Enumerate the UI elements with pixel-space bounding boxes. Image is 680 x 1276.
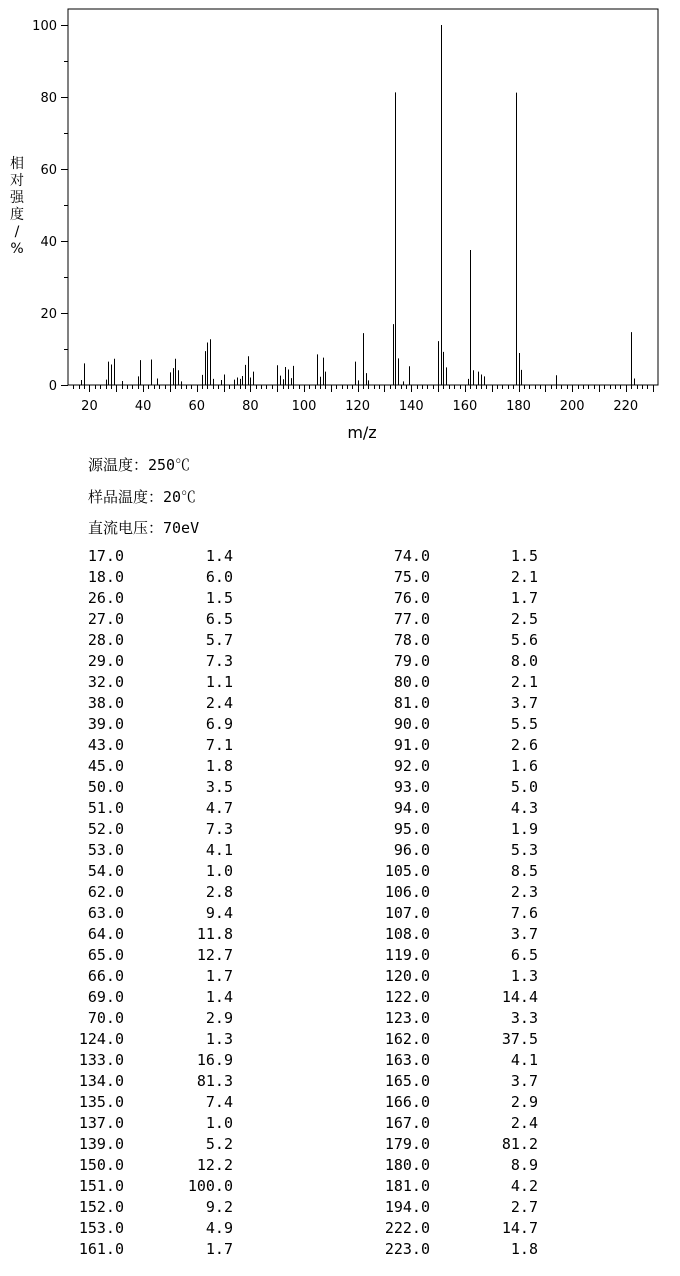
mz-value: 80.0 (393, 673, 430, 691)
intensity-value: 9.4 (205, 904, 233, 922)
mz-value: 45.0 (87, 757, 124, 775)
mz-value: 66.0 (87, 967, 124, 985)
table-row (0, 568, 680, 589)
mz-value: 79.0 (393, 652, 430, 670)
intensity-value: 5.3 (510, 841, 538, 859)
mz-value: 78.0 (393, 631, 430, 649)
sample-temperature: 样品温度：20℃ (88, 488, 197, 506)
mz-value: 63.0 (87, 904, 124, 922)
x-tick-label: 20 (81, 399, 98, 414)
table-row (0, 820, 680, 841)
mz-value: 151.0 (78, 1177, 124, 1195)
intensity-value: 12.2 (196, 1156, 233, 1174)
mz-value: 32.0 (87, 673, 124, 691)
intensity-value: 1.0 (205, 1114, 233, 1132)
y-axis-label-char: 强 (10, 190, 24, 206)
y-axis-label-char: % (10, 241, 24, 257)
mz-value: 179.0 (384, 1135, 430, 1153)
intensity-value: 14.4 (501, 988, 538, 1006)
intensity-value: 14.7 (501, 1219, 538, 1237)
mz-value: 27.0 (87, 610, 124, 628)
table-row (0, 778, 680, 799)
intensity-value: 1.8 (205, 757, 233, 775)
y-tick-label: 40 (40, 235, 57, 250)
intensity-value: 4.3 (510, 799, 538, 817)
mz-value: 75.0 (393, 568, 430, 586)
table-row (0, 652, 680, 673)
mz-value: 53.0 (87, 841, 124, 859)
intensity-value: 1.7 (510, 589, 538, 607)
table-row (0, 1156, 680, 1177)
mz-value: 167.0 (384, 1114, 430, 1132)
intensity-value: 81.2 (501, 1135, 538, 1153)
x-tick-label: 220 (613, 399, 639, 414)
intensity-value: 8.9 (510, 1156, 538, 1174)
x-tick-label: 60 (188, 399, 206, 414)
intensity-value: 3.5 (205, 778, 233, 796)
table-row (0, 1198, 680, 1219)
y-axis-label-char: / (14, 224, 20, 240)
x-tick-label: 40 (134, 399, 152, 414)
intensity-value: 2.1 (510, 568, 538, 586)
intensity-value: 11.8 (196, 925, 233, 943)
table-row (0, 799, 680, 820)
mz-value: 95.0 (393, 820, 430, 838)
mz-value: 134.0 (78, 1072, 124, 1090)
mz-value: 181.0 (384, 1177, 430, 1195)
mz-value: 166.0 (384, 1093, 430, 1111)
intensity-value: 4.1 (205, 841, 233, 859)
mz-value: 17.0 (87, 547, 124, 565)
table-row (0, 1240, 680, 1261)
y-tick-label: 80 (40, 91, 57, 106)
y-axis-label-char: 度 (10, 207, 24, 223)
intensity-value: 100.0 (187, 1177, 233, 1195)
x-tick-label: 80 (242, 399, 259, 414)
mz-value: 139.0 (78, 1135, 124, 1153)
table-row (0, 589, 680, 610)
table-row (0, 1009, 680, 1030)
intensity-value: 4.9 (205, 1219, 233, 1237)
mz-value: 133.0 (78, 1051, 124, 1069)
mz-value: 162.0 (384, 1030, 430, 1048)
intensity-value: 3.7 (510, 925, 538, 943)
mz-value: 135.0 (78, 1093, 124, 1111)
table-row (0, 757, 680, 778)
intensity-value: 1.7 (205, 1240, 233, 1258)
intensity-value: 1.0 (205, 862, 233, 880)
mz-value: 180.0 (384, 1156, 430, 1174)
mz-value: 76.0 (393, 589, 430, 607)
mz-value: 150.0 (78, 1156, 124, 1174)
x-tick-label: 200 (559, 399, 585, 414)
mz-value: 92.0 (393, 757, 430, 775)
intensity-value: 2.1 (510, 673, 538, 691)
mz-value: 222.0 (384, 1219, 430, 1237)
table-row (0, 988, 680, 1009)
mz-value: 96.0 (393, 841, 430, 859)
mz-value: 106.0 (384, 883, 430, 901)
y-axis-ticks (32, 19, 68, 394)
intensity-value: 5.0 (510, 778, 538, 796)
mz-value: 108.0 (384, 925, 430, 943)
table-row (0, 967, 680, 988)
mz-value: 18.0 (87, 568, 124, 586)
intensity-value: 3.7 (510, 694, 538, 712)
y-tick-label: 20 (40, 307, 57, 322)
mz-value: 120.0 (384, 967, 430, 985)
mz-value: 39.0 (87, 715, 124, 733)
intensity-value: 2.8 (205, 883, 233, 901)
x-axis-label: m/z (347, 423, 377, 442)
x-tick-label: 140 (398, 399, 424, 414)
mz-value: 26.0 (87, 589, 124, 607)
intensity-value: 1.5 (510, 547, 538, 565)
intensity-value: 3.7 (510, 1072, 538, 1090)
intensity-value: 81.3 (196, 1072, 233, 1090)
intensity-value: 7.4 (205, 1093, 233, 1111)
table-row (0, 1051, 680, 1072)
intensity-value: 2.7 (510, 1198, 538, 1216)
intensity-value: 6.0 (205, 568, 233, 586)
intensity-value: 4.1 (510, 1051, 538, 1069)
mz-value: 38.0 (87, 694, 124, 712)
mz-value: 90.0 (393, 715, 430, 733)
intensity-value: 7.3 (205, 652, 233, 670)
table-row (0, 862, 680, 883)
intensity-value: 7.1 (205, 736, 233, 754)
mz-value: 70.0 (87, 1009, 124, 1027)
y-tick-label: 0 (48, 379, 57, 394)
table-row (0, 1030, 680, 1051)
intensity-value: 1.9 (510, 820, 538, 838)
mz-value: 77.0 (393, 610, 430, 628)
mz-value: 51.0 (87, 799, 124, 817)
intensity-value: 1.4 (205, 547, 233, 565)
table-row (0, 946, 680, 967)
mz-value: 223.0 (384, 1240, 430, 1258)
table-row (0, 1093, 680, 1114)
mz-value: 124.0 (78, 1030, 124, 1048)
table-row (0, 694, 680, 715)
mz-value: 50.0 (87, 778, 124, 796)
mz-value: 65.0 (87, 946, 124, 964)
mz-value: 165.0 (384, 1072, 430, 1090)
intensity-value: 6.5 (510, 946, 538, 964)
mz-value: 105.0 (384, 862, 430, 880)
table-row (0, 925, 680, 946)
intensity-value: 7.3 (205, 820, 233, 838)
table-row (0, 631, 680, 652)
plot-frame (68, 9, 658, 385)
mz-value: 107.0 (384, 904, 430, 922)
intensity-value: 1.7 (205, 967, 233, 985)
mz-value: 153.0 (78, 1219, 124, 1237)
mz-value: 62.0 (87, 883, 124, 901)
y-axis-label (8, 156, 26, 258)
intensity-value: 2.4 (205, 694, 233, 712)
intensity-value: 1.4 (205, 988, 233, 1006)
x-axis-ticks (74, 385, 654, 414)
table-row (0, 904, 680, 925)
intensity-value: 2.9 (205, 1009, 233, 1027)
table-row (0, 1135, 680, 1156)
y-axis-label-char: 相 (10, 156, 24, 172)
table-row (0, 841, 680, 862)
intensity-value: 12.7 (196, 946, 233, 964)
intensity-value: 2.6 (510, 736, 538, 754)
intensity-value: 37.5 (501, 1030, 538, 1048)
y-tick-label: 60 (40, 163, 57, 178)
mz-value: 137.0 (78, 1114, 124, 1132)
x-tick-label: 180 (506, 399, 531, 414)
table-row (0, 1072, 680, 1093)
table-row (0, 715, 680, 736)
table-row (0, 673, 680, 694)
table-row (0, 883, 680, 904)
intensity-value: 2.3 (510, 883, 538, 901)
mz-value: 152.0 (78, 1198, 124, 1216)
y-tick-label: 100 (32, 19, 57, 34)
intensity-value: 1.6 (510, 757, 538, 775)
intensity-value: 4.2 (510, 1177, 538, 1195)
table-row (0, 736, 680, 757)
intensity-value: 9.2 (205, 1198, 233, 1216)
intensity-value: 4.7 (205, 799, 233, 817)
intensity-value: 6.9 (205, 715, 233, 733)
table-row (0, 1219, 680, 1240)
intensity-value: 2.5 (510, 610, 538, 628)
x-tick-label: 160 (452, 399, 478, 414)
intensity-value: 5.6 (510, 631, 538, 649)
intensity-value: 1.8 (510, 1240, 538, 1258)
table-row (0, 1177, 680, 1198)
intensity-value: 1.5 (205, 589, 233, 607)
mz-value: 94.0 (393, 799, 430, 817)
mz-value: 54.0 (87, 862, 124, 880)
intensity-value: 6.5 (205, 610, 233, 628)
mz-value: 91.0 (393, 736, 430, 754)
intensity-value: 8.5 (510, 862, 538, 880)
intensity-value: 8.0 (510, 652, 538, 670)
intensity-value: 7.6 (510, 904, 538, 922)
mz-value: 194.0 (384, 1198, 430, 1216)
table-row (0, 547, 680, 568)
mz-value: 122.0 (384, 988, 430, 1006)
intensity-value: 2.4 (510, 1114, 538, 1132)
intensity-value: 2.9 (510, 1093, 538, 1111)
mass-spectrum-chart (0, 0, 680, 450)
mz-value: 161.0 (78, 1240, 124, 1258)
peak-bars (82, 25, 635, 385)
table-row (0, 1114, 680, 1135)
mz-value: 69.0 (87, 988, 124, 1006)
x-tick-label: 100 (291, 399, 317, 414)
intensity-value: 5.2 (205, 1135, 233, 1153)
table-row (0, 610, 680, 631)
intensity-value: 1.3 (510, 967, 538, 985)
mz-value: 28.0 (87, 631, 124, 649)
mz-value: 29.0 (87, 652, 124, 670)
mz-value: 119.0 (384, 946, 430, 964)
mz-value: 52.0 (87, 820, 124, 838)
mz-value: 81.0 (393, 694, 430, 712)
mz-value: 64.0 (87, 925, 124, 943)
peak-table-right (0, 547, 680, 1261)
intensity-value: 1.1 (205, 673, 233, 691)
intensity-value: 5.5 (510, 715, 538, 733)
intensity-value: 16.9 (196, 1051, 233, 1069)
intensity-value: 5.7 (205, 631, 233, 649)
source-temperature: 源温度：250℃ (88, 456, 191, 474)
y-axis-label-char: 对 (10, 173, 24, 189)
intensity-value: 1.3 (205, 1030, 233, 1048)
x-tick-label: 120 (345, 399, 371, 414)
dc-voltage: 直流电压：70eV (88, 519, 200, 537)
mz-value: 74.0 (393, 547, 430, 565)
mz-value: 43.0 (87, 736, 124, 754)
mz-value: 123.0 (384, 1009, 430, 1027)
intensity-value: 3.3 (510, 1009, 538, 1027)
mz-value: 163.0 (384, 1051, 430, 1069)
mz-value: 93.0 (393, 778, 430, 796)
